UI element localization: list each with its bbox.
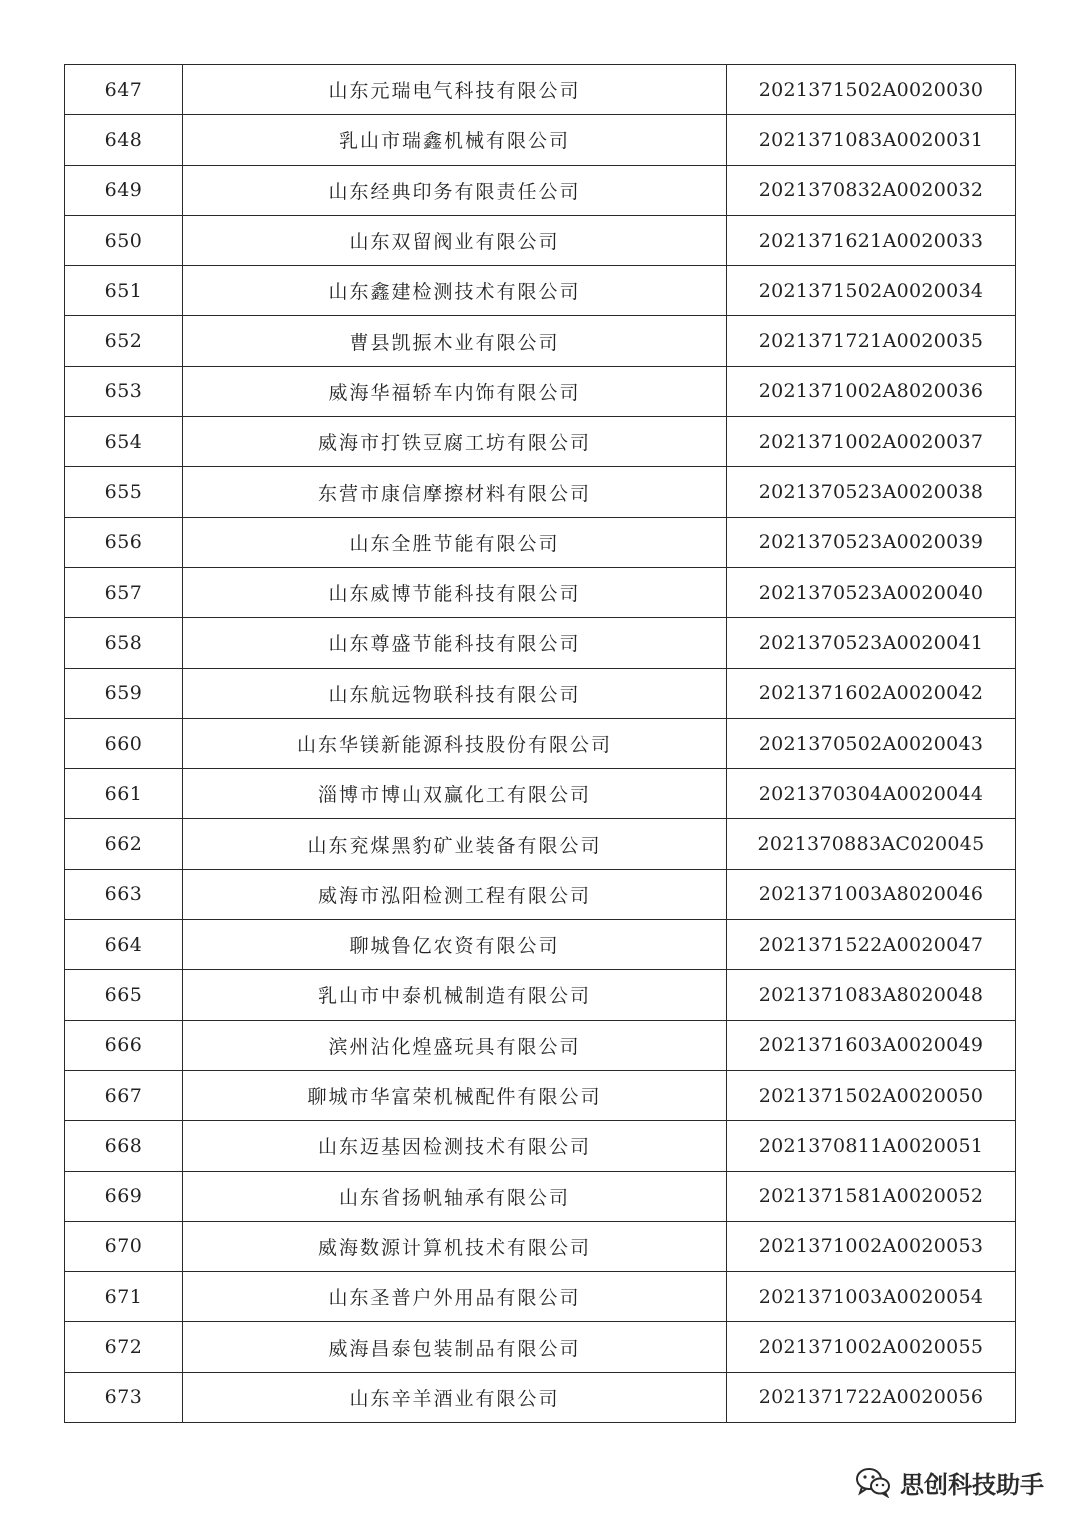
table-row <box>65 869 1016 919</box>
company-name: 山东鑫建检测技术有限公司 <box>183 266 727 316</box>
company-table-body <box>65 65 1016 1423</box>
row-number: 657 <box>65 567 183 617</box>
table-row <box>65 1221 1016 1271</box>
table-row <box>65 115 1016 165</box>
table-row <box>65 819 1016 869</box>
company-name: 山东经典印务有限责任公司 <box>183 165 727 215</box>
table-row <box>65 970 1016 1020</box>
table-row <box>65 1322 1016 1372</box>
table-row <box>65 1372 1016 1422</box>
table-row <box>65 165 1016 215</box>
certificate-code: 2021371581A0020052 <box>727 1171 1016 1221</box>
certificate-code: 2021370523A0020039 <box>727 517 1016 567</box>
company-name: 山东双留阀业有限公司 <box>183 215 727 265</box>
table-row <box>65 417 1016 467</box>
certificate-code: 2021371621A0020033 <box>727 215 1016 265</box>
row-number: 673 <box>65 1372 183 1422</box>
table-row <box>65 668 1016 718</box>
certificate-code: 2021371002A0020037 <box>727 417 1016 467</box>
watermark <box>854 1462 1044 1502</box>
row-number: 660 <box>65 718 183 768</box>
row-number: 650 <box>65 215 183 265</box>
row-number: 653 <box>65 366 183 416</box>
company-name: 山东兖煤黑豹矿业装备有限公司 <box>183 819 727 869</box>
table-row <box>65 215 1016 265</box>
certificate-code: 2021371083A8020048 <box>727 970 1016 1020</box>
table-row <box>65 65 1016 115</box>
certificate-code: 2021370883AC020045 <box>727 819 1016 869</box>
company-name: 山东全胜节能有限公司 <box>183 517 727 567</box>
company-name: 山东辛羊酒业有限公司 <box>183 1372 727 1422</box>
row-number: 649 <box>65 165 183 215</box>
row-number: 667 <box>65 1070 183 1120</box>
company-name: 山东省扬帆轴承有限公司 <box>183 1171 727 1221</box>
certificate-code: 2021371002A8020036 <box>727 366 1016 416</box>
row-number: 665 <box>65 970 183 1020</box>
company-name: 威海昌泰包装制品有限公司 <box>183 1322 727 1372</box>
company-name: 滨州沾化煌盛玩具有限公司 <box>183 1020 727 1070</box>
certificate-code: 2021371522A0020047 <box>727 920 1016 970</box>
table-row <box>65 920 1016 970</box>
watermark-text: 思创科技助手 <box>900 1470 1044 1499</box>
company-name: 山东威博节能科技有限公司 <box>183 567 727 617</box>
certificate-code: 2021370304A0020044 <box>727 769 1016 819</box>
company-name: 乳山市中泰机械制造有限公司 <box>183 970 727 1020</box>
certificate-code: 2021370523A0020038 <box>727 467 1016 517</box>
row-number: 652 <box>65 316 183 366</box>
company-name: 乳山市瑞鑫机械有限公司 <box>183 115 727 165</box>
certificate-code: 2021370832A0020032 <box>727 165 1016 215</box>
certificate-code: 2021371502A0020034 <box>727 266 1016 316</box>
company-name: 山东圣普户外用品有限公司 <box>183 1272 727 1322</box>
certificate-code: 2021371003A8020046 <box>727 869 1016 919</box>
row-number: 655 <box>65 467 183 517</box>
row-number: 651 <box>65 266 183 316</box>
row-number: 671 <box>65 1272 183 1322</box>
table-row <box>65 567 1016 617</box>
table-row <box>65 467 1016 517</box>
company-name: 曹县凯振木业有限公司 <box>183 316 727 366</box>
table-row <box>65 1121 1016 1171</box>
certificate-code: 2021371602A0020042 <box>727 668 1016 718</box>
certificate-code: 2021370523A0020040 <box>727 567 1016 617</box>
company-name: 东营市康信摩擦材料有限公司 <box>183 467 727 517</box>
row-number: 663 <box>65 869 183 919</box>
certificate-code: 2021371002A0020055 <box>727 1322 1016 1372</box>
company-name: 山东尊盛节能科技有限公司 <box>183 618 727 668</box>
certificate-code: 2021371083A0020031 <box>727 115 1016 165</box>
company-table <box>64 64 1016 1423</box>
row-number: 658 <box>65 618 183 668</box>
table-row <box>65 769 1016 819</box>
company-name: 威海华福轿车内饰有限公司 <box>183 366 727 416</box>
certificate-code: 2021370502A0020043 <box>727 718 1016 768</box>
row-number: 666 <box>65 1020 183 1070</box>
row-number: 662 <box>65 819 183 869</box>
row-number: 670 <box>65 1221 183 1271</box>
table-row <box>65 517 1016 567</box>
certificate-code: 2021370523A0020041 <box>727 618 1016 668</box>
table-row <box>65 1020 1016 1070</box>
certificate-code: 2021370811A0020051 <box>727 1121 1016 1171</box>
company-name: 山东华镁新能源科技股份有限公司 <box>183 718 727 768</box>
company-name: 淄博市博山双赢化工有限公司 <box>183 769 727 819</box>
certificate-code: 2021371722A0020056 <box>727 1372 1016 1422</box>
certificate-code: 2021371721A0020035 <box>727 316 1016 366</box>
certificate-code: 2021371603A0020049 <box>727 1020 1016 1070</box>
company-name: 山东元瑞电气科技有限公司 <box>183 65 727 115</box>
row-number: 668 <box>65 1121 183 1171</box>
company-name: 山东迈基因检测技术有限公司 <box>183 1121 727 1171</box>
row-number: 648 <box>65 115 183 165</box>
table-row <box>65 718 1016 768</box>
row-number: 659 <box>65 668 183 718</box>
row-number: 664 <box>65 920 183 970</box>
wechat-icon <box>854 1466 892 1498</box>
table-row <box>65 1070 1016 1120</box>
table-row <box>65 366 1016 416</box>
table-row <box>65 618 1016 668</box>
company-name: 威海数源计算机技术有限公司 <box>183 1221 727 1271</box>
row-number: 661 <box>65 769 183 819</box>
certificate-code: 2021371003A0020054 <box>727 1272 1016 1322</box>
table-row <box>65 316 1016 366</box>
table-row <box>65 1171 1016 1221</box>
table-row <box>65 1272 1016 1322</box>
table-row <box>65 266 1016 316</box>
row-number: 672 <box>65 1322 183 1372</box>
company-name: 聊城市华富荣机械配件有限公司 <box>183 1070 727 1120</box>
company-name: 山东航远物联科技有限公司 <box>183 668 727 718</box>
certificate-code: 2021371502A0020030 <box>727 65 1016 115</box>
company-name: 聊城鲁亿农资有限公司 <box>183 920 727 970</box>
company-name: 威海市打铁豆腐工坊有限公司 <box>183 417 727 467</box>
row-number: 669 <box>65 1171 183 1221</box>
row-number: 647 <box>65 65 183 115</box>
certificate-code: 2021371502A0020050 <box>727 1070 1016 1120</box>
certificate-code: 2021371002A0020053 <box>727 1221 1016 1271</box>
row-number: 656 <box>65 517 183 567</box>
row-number: 654 <box>65 417 183 467</box>
company-name: 威海市泓阳检测工程有限公司 <box>183 869 727 919</box>
